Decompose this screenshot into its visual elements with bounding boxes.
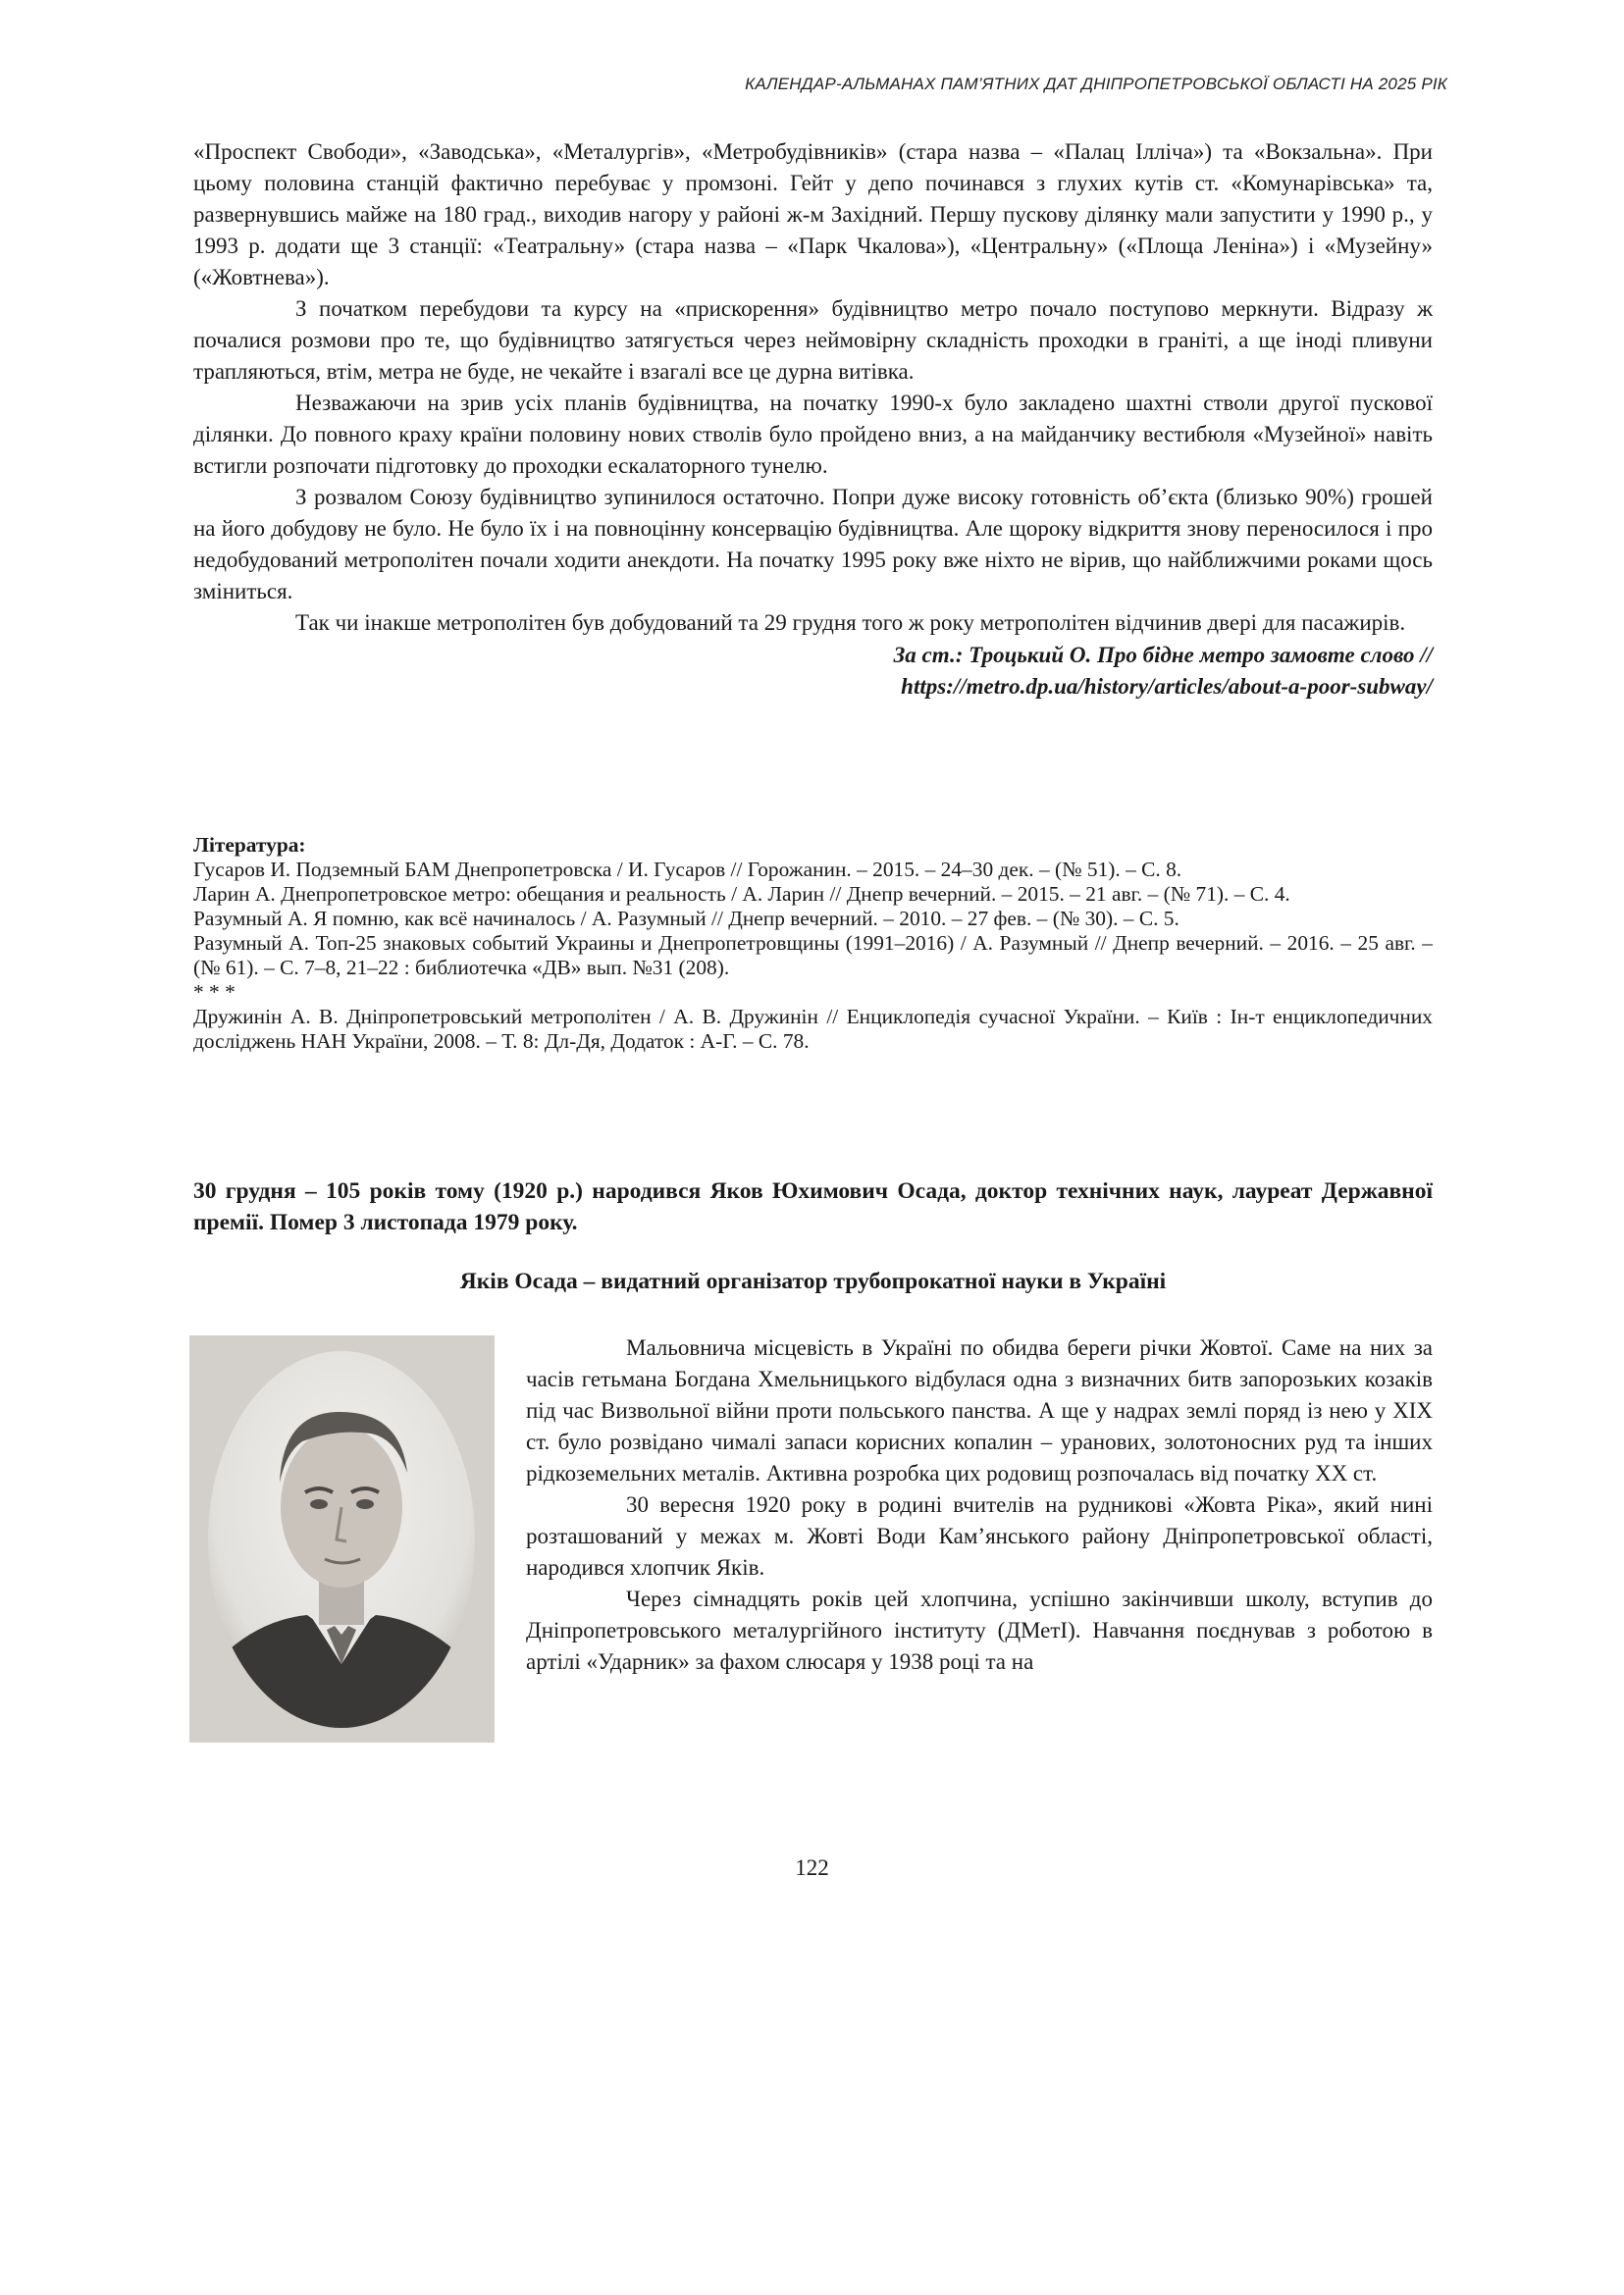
page-number: 122 xyxy=(795,1855,829,1880)
literature-item: Разумный А. Топ-25 знаковых событий Украины и Днепропетровщины (1991–2016) / А. Разумный // Днепр вечерний. – 2016. – 25 авг. – (№ 61). – С. 7–8, 21–22 : библиотечка «ДВ» вып. №31 (208). xyxy=(193,931,1433,979)
article-subtitle: Яків Осада – видатний організатор трубопрокатної науки в Україні xyxy=(459,1269,1167,1294)
literature-list xyxy=(193,833,1433,1054)
biography-column xyxy=(526,1332,1433,1678)
literature-item: Ларин А. Днепропетровское метро: обещания и реальность / А. Ларин // Днепр вечерний. – 2015. – 21 авг. – (№ 71). – С. 4. xyxy=(193,882,1290,906)
biography-paragraph: 30 вересня 1920 року в родині вчителів на рудникові «Жовта Ріка», який нині розташований у межах м. Жовті Води Кам’янського району Дніпропетровської області, народився хлопчик Яків. xyxy=(526,1492,1433,1580)
portrait-photo xyxy=(189,1335,495,1743)
article-paragraph: З розвалом Союзу будівництво зупинилося остаточно. Попри дуже високу готовність об’єкта (близько 90%) грошей на його добудову не було. Не було їх і на повноцінну консервацію будівництва. Але щороку відкриття знову переносилося і про недобудований метрополітен почали ходити анекдоти. На початку 1995 року вже ніхто не вірив, що найближчими роками щось зміниться. xyxy=(193,485,1433,603)
literature-separator: * * * xyxy=(193,980,236,1004)
source-url: https://metro.dp.ua/history/articles/about-a-poor-subway/ xyxy=(901,674,1433,699)
source-line: За ст.: Троцький О. Про бідне метро замовте слово // xyxy=(893,643,1433,667)
metro-article xyxy=(193,136,1433,703)
anniversary-heading: 30 грудня – 105 років тому (1920 р.) народився Яков Юхимович Осада, доктор технічних наук, лауреат Державної премії. Помер 3 листопада 1979 року. xyxy=(193,1178,1433,1235)
article-paragraph: З початком перебудови та курсу на «прискорення» будівництво метро почало поступово меркнути. Відразу ж почалися розмови про те, що будівництво затягується через неймовірну складність проходки в граніті, а ще іноді пливуни трапляються, втім, метра не буде, не чекайте і взагалі все це дурна витівка. xyxy=(193,296,1433,384)
literature-item: Разумный А. Я помню, как всё начиналось / А. Разумный // Днепр вечерний. – 2010. – 27 фев. – (№ 30). – С. 5. xyxy=(193,907,1179,930)
source-citation xyxy=(193,640,1433,703)
article-paragraph: Незважаючи на зрив усіх планів будівництва, на початку 1990-х було закладено шахтні стволи другої пускової ділянки. До повного краху країни половину нових стволів було пройдено вниз, а на майданчику вестибюля «Музейної» навіть встигли розпочати підготовку до проходки ескалаторного тунелю. xyxy=(193,391,1433,478)
literature-item: Дружинін А. В. Дніпропетровський метрополітен / А. В. Дружинін // Енциклопедія сучасної України. – Київ : Ін-т енциклопедичних досліджень НАН України, 2008. – Т. 8: Дл-Дя, Додаток : А-Г. – С. 78. xyxy=(193,1005,1433,1053)
literature-title: Література: xyxy=(193,833,306,857)
article-paragraph: Так чи інакше метрополітен був добудований та 29 грудня того ж року метрополітен відчинив двері для пасажирів. xyxy=(295,610,1406,635)
biography-paragraph: Мальовнича місцевість в Україні по обидва береги річки Жовтої. Саме на них за часів гетьмана Богдана Хмельницького відбулася одна з визначних битв запорозьких козаків під час Визвольної війни проти польського панства. А ще у надрах землі поряд із нею у XIX ст. було розвідано чималі запаси корисних копалин – уранових, золотоносних руд та інших рідкоземельних металів. Активна розробка цих родовищ розпочалась від початку XX ст. xyxy=(526,1335,1433,1486)
literature-item: Гусаров И. Подземный БАМ Днепропетровска / И. Гусаров // Горожанин. – 2015. – 24–30 дек. – (№ 51). – С. 8. xyxy=(193,858,1182,881)
biography-paragraph: Через сімнадцять років цей хлопчина, успішно закінчивши школу, вступив до Дніпропетровського металургійного інституту (ДМетІ). Навчання поєднував з роботою в артілі «Ударник» за фахом слюсаря у 1938 році та на xyxy=(526,1587,1433,1674)
article-paragraph: «Проспект Свободи», «Заводська», «Металургів», «Метробудівників» (стара назва – «Палац Ілліча») та «Вокзальна». При цьому половина станцій фактично перебуває у промзоні. Гейт у депо починався з глухих кутів ст. «Комунарівська» та, развернувшись майже на 180 град., виходив нагору у районі ж-м Західний. Першу пускову ділянку мали запустити у 1990 р., у 1993 р. додати ще 3 станції: «Театральну» (стара назва – «Парк Чкалова»), «Центральну» («Площа Леніна») і «Музейну» («Жовтнева»). xyxy=(193,139,1433,289)
running-head: КАЛЕНДАР-АЛЬМАНАХ ПАМ’ЯТНИХ ДАТ ДНІПРОПЕТРОВСЬКОЇ ОБЛАСТІ НА 2025 РІК xyxy=(745,75,1447,93)
